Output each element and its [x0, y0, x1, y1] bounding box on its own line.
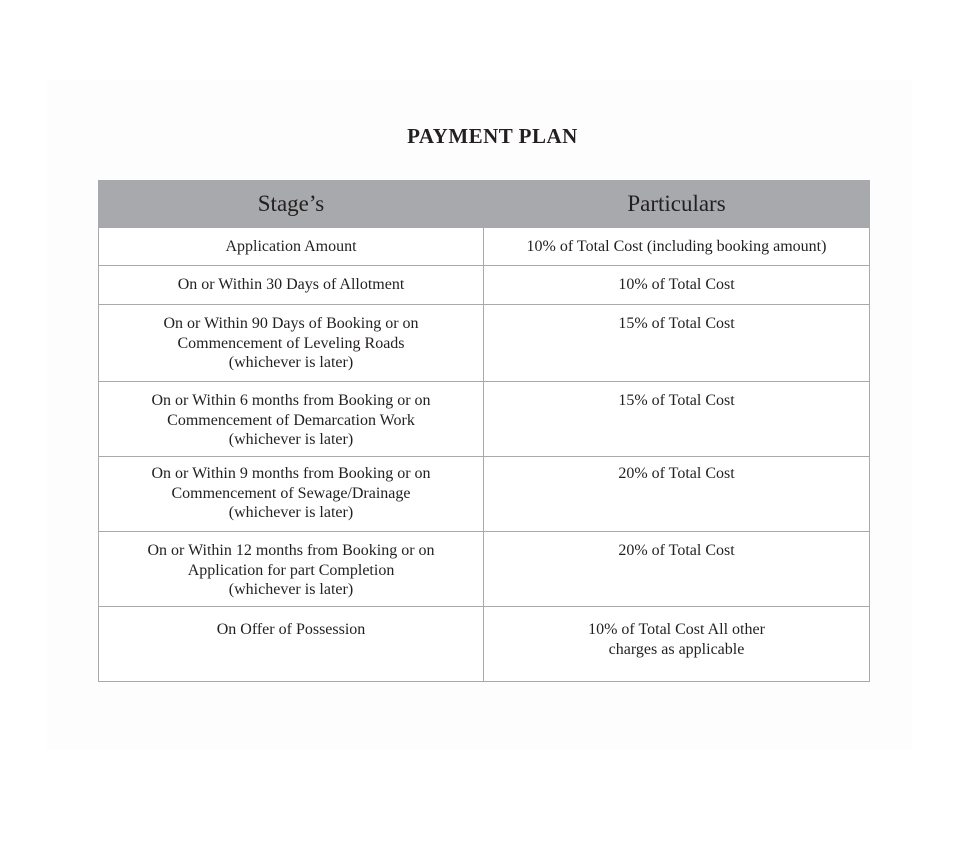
stage-text: Application Amount — [225, 237, 357, 255]
stage-text: On Offer of Possession — [216, 621, 366, 638]
table-row — [99, 607, 870, 682]
particulars-cell — [484, 532, 870, 607]
table-row — [99, 532, 870, 607]
particulars-text: 10% of Total Cost — [618, 276, 735, 294]
particulars-text: 15% of Total Cost — [618, 392, 735, 409]
table-row — [99, 228, 870, 266]
particulars-text: 10% of Total Cost (including booking amount) — [526, 237, 827, 255]
stage-cell — [99, 532, 484, 607]
stage-text: On or Within 12 months from Booking or on Application for part Completion (whichever is later) — [147, 542, 435, 598]
particulars-text: 15% of Total Cost — [618, 315, 735, 332]
particulars-cell — [484, 228, 870, 266]
column-header-stage: Stage’s — [99, 181, 484, 228]
table-row — [99, 457, 870, 532]
stage-cell — [99, 382, 484, 457]
stage-cell — [99, 607, 484, 682]
particulars-cell — [484, 607, 870, 682]
stage-text: On or Within 6 months from Booking or on Commencement of Demarcation Work (whichever is later) — [151, 392, 431, 448]
stage-text: On or Within 30 Days of Allotment — [177, 276, 405, 294]
stage-cell — [99, 266, 484, 305]
particulars-text: 20% of Total Cost — [618, 465, 735, 482]
column-header-particulars: Particulars — [484, 181, 870, 228]
stage-text: On or Within 90 Days of Booking or on Commencement of Leveling Roads (whichever is later) — [163, 315, 419, 371]
table-header-row — [99, 181, 870, 228]
table-row — [99, 266, 870, 305]
stage-cell — [99, 305, 484, 382]
particulars-cell — [484, 457, 870, 532]
payment-plan-table — [98, 180, 870, 682]
stage-cell — [99, 228, 484, 266]
particulars-cell — [484, 305, 870, 382]
particulars-cell — [484, 266, 870, 305]
particulars-cell — [484, 382, 870, 457]
particulars-text: 20% of Total Cost — [618, 542, 735, 559]
particulars-text: 10% of Total Cost All other charges as applicable — [588, 621, 765, 658]
stage-text: On or Within 9 months from Booking or on Commencement of Sewage/Drainage (whichever is later) — [151, 465, 431, 521]
stage-cell — [99, 457, 484, 532]
table-row — [99, 305, 870, 382]
table-row — [99, 382, 870, 457]
page-title: PAYMENT PLAN — [407, 124, 578, 148]
